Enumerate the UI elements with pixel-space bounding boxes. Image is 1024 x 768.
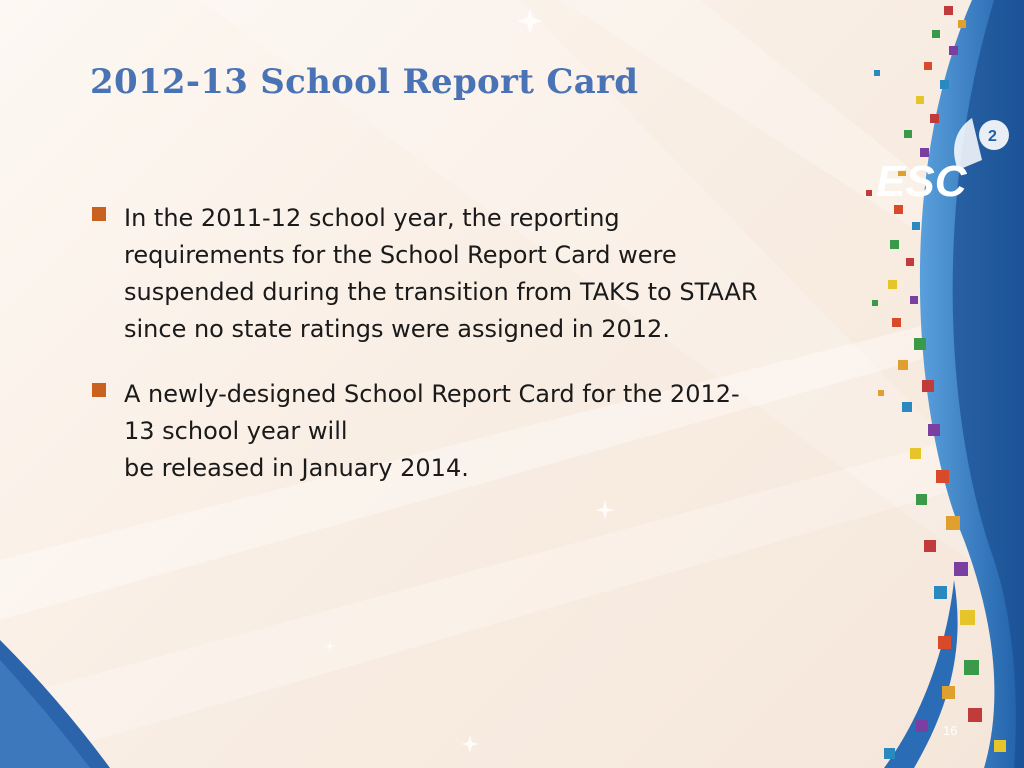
bullet-item — [90, 200, 850, 348]
logo-badge-text: 2 — [988, 128, 997, 145]
bullet-text-line: In the 2011-12 school year, the reporting — [124, 204, 620, 232]
bullet-item — [90, 376, 850, 487]
bullet-text-line: requirements for the School Report Card were — [124, 241, 677, 269]
bullet-list — [90, 200, 850, 515]
bullet-text-line: suspended during the transition from TAKS to STAAR — [124, 278, 758, 306]
bullet-text-line: since no state ratings were assigned in 2012. — [124, 315, 670, 343]
bullet-text-line: 13 school year will — [124, 417, 348, 445]
bullet-square-icon — [92, 383, 106, 397]
bullet-text-line: be released in January 2014. — [124, 454, 469, 482]
logo-text: ESC — [876, 157, 967, 206]
slide-number: 16 — [943, 723, 958, 738]
bullet-square-icon — [92, 207, 106, 221]
blue-swoosh-decoration — [854, 0, 1024, 768]
bullet-text-line: A newly-designed School Report Card for the 2012- — [124, 380, 740, 408]
slide-title: 2012-13 School Report Card — [90, 62, 639, 102]
